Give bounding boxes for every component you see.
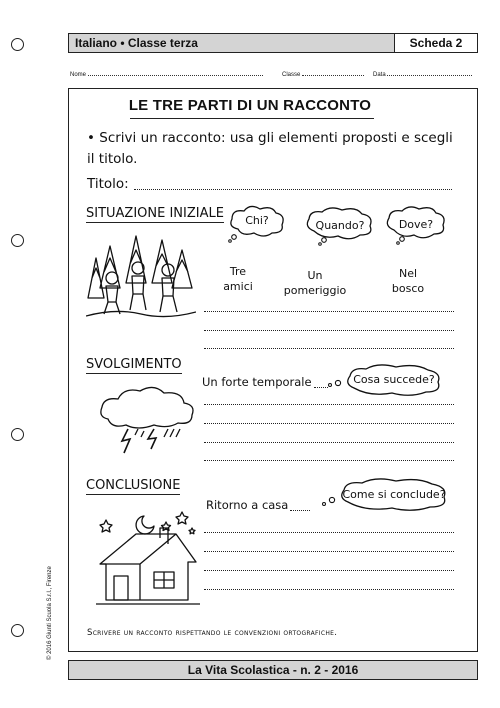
prompt-connector <box>314 387 328 388</box>
writing-line[interactable] <box>204 551 454 552</box>
writing-line[interactable] <box>204 311 454 312</box>
cloud-come-si-conclude-text: Come si conclude? <box>342 488 446 501</box>
binder-hole <box>11 428 24 441</box>
page-title: LE TRE PARTI DI UN RACCONTO <box>128 97 372 114</box>
subject-label: Italiano • Classe terza <box>75 36 198 50</box>
answer-quando: Un pomeriggio <box>283 269 347 297</box>
conclusione-prompt: Ritorno a casa <box>206 498 289 512</box>
situazione-heading: SITUAZIONE INIZIALE <box>86 206 224 221</box>
cloud-quando <box>304 207 376 243</box>
writing-line[interactable] <box>204 404 454 405</box>
answer-dove: Nel bosco <box>391 267 425 295</box>
storm-cloud-illustration <box>98 383 198 455</box>
date-label: Data <box>373 72 386 78</box>
header-bar <box>68 33 478 53</box>
name-label: Nome <box>70 72 87 78</box>
name-field[interactable] <box>70 70 263 78</box>
writing-line[interactable] <box>204 570 454 571</box>
writing-line[interactable] <box>204 589 454 590</box>
svolgimento-prompt: Un forte temporale <box>202 375 312 389</box>
binder-hole <box>11 624 24 637</box>
writing-line[interactable] <box>204 348 454 349</box>
date-field[interactable] <box>373 70 472 78</box>
conclusione-heading: CONCLUSIONE <box>86 478 181 493</box>
svolgimento-heading: SVOLGIMENTO <box>86 357 182 372</box>
title-underline <box>130 118 374 119</box>
binder-hole <box>11 234 24 247</box>
magazine-footer: La Vita Scolastica - n. 2 - 2016 <box>68 660 478 680</box>
prompt-connector <box>290 510 310 511</box>
binder-hole <box>11 38 24 51</box>
titolo-writing-line[interactable] <box>134 189 452 190</box>
writing-line[interactable] <box>204 423 454 424</box>
writing-line[interactable] <box>204 330 454 331</box>
writing-line[interactable] <box>204 442 454 443</box>
friends-in-forest-illustration <box>86 228 196 320</box>
cloud-cosa-succede <box>344 364 444 398</box>
cloud-cosa-succede-text: Cosa succede? <box>353 373 435 386</box>
cloud-chi-text: Chi? <box>245 214 269 227</box>
copyright-note: © 2016 Giunti Scuola S.r.l., Firenze <box>47 566 53 660</box>
writing-line[interactable] <box>204 532 454 533</box>
cloud-quando-text: Quando? <box>315 219 365 232</box>
cloud-chi <box>228 205 286 241</box>
house-at-night-illustration <box>96 506 200 608</box>
cloud-dove <box>384 206 448 242</box>
sheet-number: Scheda 2 <box>394 33 478 53</box>
titolo-label: Titolo: <box>87 176 129 192</box>
writing-line[interactable] <box>204 460 454 461</box>
cloud-dove-text: Dove? <box>398 218 434 231</box>
answer-chi: Tre amici <box>223 265 253 293</box>
class-label: Classe <box>282 72 301 78</box>
cloud-come-si-conclude <box>338 478 450 514</box>
instruction-text: • Scrivi un racconto: usa gli elementi proposti e scegli il titolo. <box>87 130 453 167</box>
class-field[interactable] <box>282 70 364 78</box>
footer-instruction: Scrivere un racconto rispettando le convenzioni ortografiche. <box>87 628 338 638</box>
